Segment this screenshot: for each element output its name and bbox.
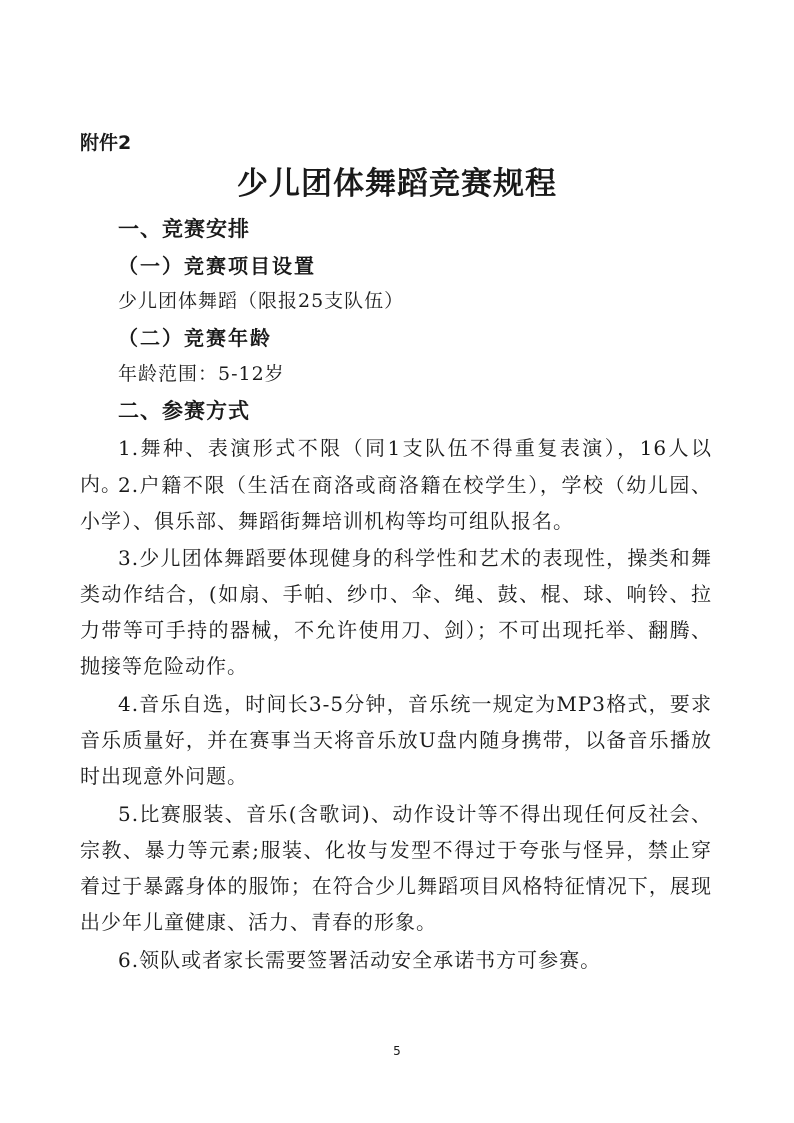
- rule-item-4: 4.音乐自选，时间长3-5分钟，音乐统一规定为MP3格式，要求音乐质量好，并在赛事当天将音乐放U盘内随身携带，以备音乐播放时出现意外问题。: [80, 692, 712, 788]
- rule-item-1: 1.舞种、表演形式不限（同1支队伍不得重复表演），16人以内。: [80, 436, 712, 496]
- document-title: 少儿团体舞蹈竞赛规程: [237, 166, 557, 202]
- rule-item-5: 5.比赛服装、音乐(含歌词)、动作设计等不得出现任何反社会、宗教、暴力等元素;服装、化妆与发型不得过于夸张与怪异，禁止穿着过于暴露身体的服饰；在符合少儿舞蹈项目风格特征情况下，展现出少年儿童健康、活力、青春的形象。: [80, 802, 712, 934]
- section-heading-arrangement: 一、竞赛安排: [118, 217, 250, 241]
- event-setup-text: 少儿团体舞蹈（限报25支队伍）: [118, 290, 405, 312]
- rule-item-3: 3.少儿团体舞蹈要体现健身的科学性和艺术的表现性，操类和舞类动作结合，(如扇、手帕、纱巾、伞、绳、鼓、棍、球、响铃、拉力带等可手持的器械，不允许使用刀、剑）；不可出现托举、翻腾、抛接等危险动作。: [80, 546, 712, 678]
- attachment-label: 附件2: [80, 132, 132, 154]
- section-heading-participation: 二、参赛方式: [118, 399, 250, 423]
- subheading-age: （二）竞赛年龄: [118, 326, 272, 350]
- rule-item-6: 6.领队或者家长需要签署活动安全承诺书方可参赛。: [118, 948, 602, 972]
- subheading-event-setup: （一）竞赛项目设置: [118, 254, 316, 278]
- page-number: 5: [393, 1044, 401, 1058]
- age-range-text: 年龄范围：5-12岁: [118, 363, 285, 385]
- rule-item-2: 2.户籍不限（生活在商洛或商洛籍在校学生），学校（幼儿园、小学）、俱乐部、舞蹈街舞培训机构等均可组队报名。: [80, 473, 712, 533]
